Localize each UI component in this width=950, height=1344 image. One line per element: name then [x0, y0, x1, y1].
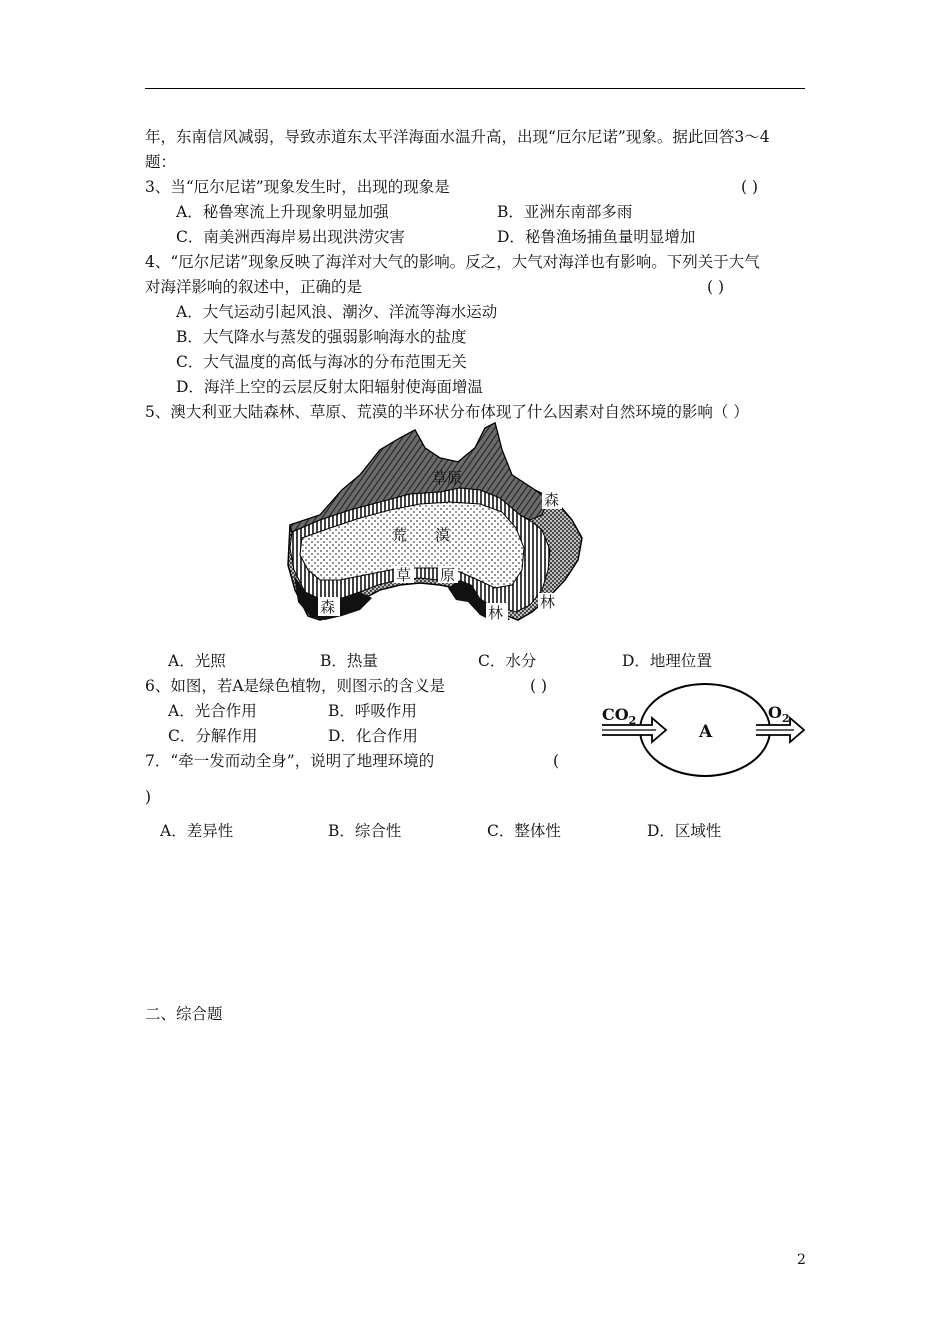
photosynthesis-diagram: [600, 680, 810, 780]
co2-label: CO: [602, 705, 629, 724]
q3-option-d: D．秘鲁渔场捕鱼量明显增加: [497, 228, 696, 246]
svg-text:CO2: [602, 705, 636, 727]
q3-option-a: A．秘鲁寒流上升现象明显加强: [176, 203, 389, 221]
header-rule: [145, 88, 805, 89]
page-number: 2: [797, 1252, 806, 1268]
map-label-desert-1: 荒: [392, 526, 408, 544]
q3-option-b: B．亚洲东南部多雨: [497, 203, 633, 221]
q7-option-c: C．整体性: [487, 822, 561, 840]
q4-option-d: D．海洋上空的云层反射太阳辐射使海面增温: [176, 378, 483, 396]
section-2-title: 二、综合题: [145, 1005, 223, 1023]
q3-answer-paren: ( ): [741, 178, 759, 196]
q4-option-c: C．大气温度的高低与海冰的分布范围无关: [176, 353, 467, 371]
q7-option-d: D．区域性: [647, 822, 722, 840]
q6-option-a: A．光合作用: [168, 702, 257, 720]
q6-option-d: D．化合作用: [328, 727, 418, 745]
q4-option-a: A．大气运动引起风浪、潮汐、洋流等海水运动: [176, 303, 498, 321]
intro-line-1: 年，东南信风减弱，导致赤道东太平洋海面水温升高，出现“厄尔尼诺”现象。据此回答3～4: [145, 128, 770, 146]
q5-stem: 5、澳大利亚大陆森林、草原、荒漠的半环状分布体现了什么因素对自然环境的影响（ ）: [145, 403, 749, 421]
q5-option-d: D．地理位置: [622, 652, 712, 670]
co2-subscript: 2: [628, 714, 637, 727]
q7-option-a: A．差异性: [160, 822, 234, 840]
q7-option-b: B．综合性: [328, 822, 402, 840]
q6-option-b: B．呼吸作用: [328, 702, 417, 720]
map-label-forest-east: 森: [544, 491, 560, 509]
q5-option-a: A．光照: [168, 652, 226, 670]
o2-subscript: 2: [781, 712, 790, 725]
q4-answer-paren: ( ): [707, 278, 725, 296]
q4-stem-line-2: 对海洋影响的叙述中，正确的是: [145, 278, 363, 296]
q7-paren-open: (: [553, 752, 560, 770]
q3-option-c: C．南美洲西海岸易出现洪涝灾害: [176, 228, 405, 246]
q6-answer-paren: ( ): [530, 677, 548, 695]
q7-paren-close: ): [145, 788, 152, 806]
svg-text:O2: [768, 703, 790, 725]
map-label-grass-bottom-1: 草: [396, 566, 412, 584]
diagram-center-label: A: [699, 722, 713, 742]
q7-stem: 7．“牵一发而动全身”，说明了地理环境的: [145, 752, 435, 770]
map-label-grass-bottom-2: 原: [440, 566, 456, 584]
q6-option-c: C．分解作用: [168, 727, 258, 745]
q3-stem: 3、当“厄尔尼诺”现象发生时，出现的现象是: [145, 178, 450, 196]
map-label-forest-sw: 森: [320, 598, 336, 616]
australia-vegetation-map: [280, 420, 590, 630]
q5-option-c: C．水分: [478, 652, 537, 670]
q4-stem-line-1: 4、“厄尔尼诺”现象反映了海洋对大气的影响。反之，大气对海洋也有影响。下列关于大气: [145, 253, 760, 271]
q6-stem: 6、如图，若A是绿色植物，则图示的含义是: [145, 677, 446, 695]
o2-label: O: [768, 703, 782, 722]
intro-line-2: 题：: [145, 153, 177, 171]
map-label-grass-top: 草原: [432, 469, 463, 487]
q4-option-b: B．大气降水与蒸发的强弱影响海水的盐度: [176, 328, 467, 346]
map-label-desert-2: 漠: [435, 526, 451, 544]
map-label-forest-southeast: 林: [540, 593, 556, 611]
q5-option-b: B．热量: [320, 652, 378, 670]
map-label-forest-south: 林: [488, 604, 504, 622]
